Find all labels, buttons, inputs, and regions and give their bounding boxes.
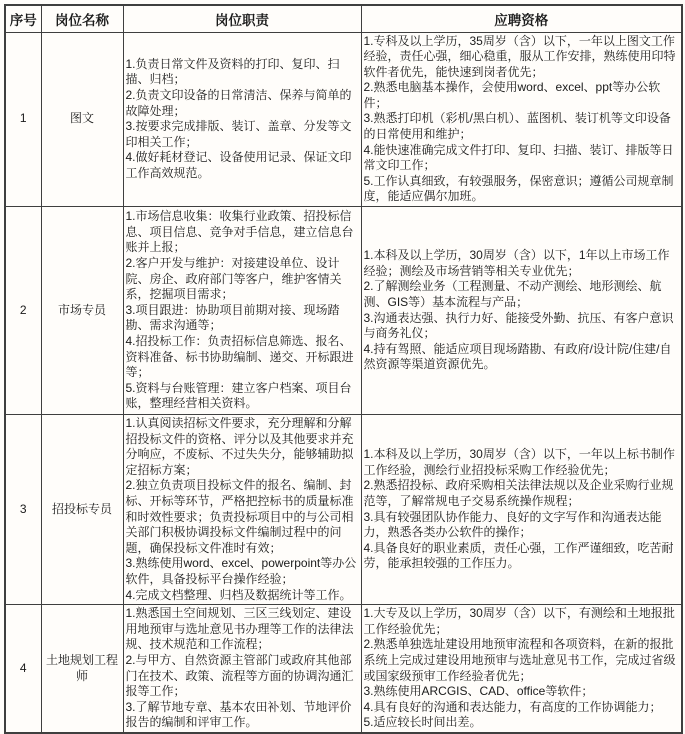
duty-line: 2.客户开发与维护：对接建设单位、设计院、房企、政府部门等客户，维护客情关系，挖掘项目需求； <box>125 255 342 302</box>
row-serial-number: 3 <box>5 415 41 605</box>
qualification-line: 3.具有较强团队协作能力、良好的文字写作和沟通表达能力，熟悉各类办公软件的操作； <box>363 509 662 540</box>
duty-line: 3.了解节地专章、基本农田补划、节地评价报告的编制和评审工作。 <box>125 699 352 730</box>
duty-line: 2.负责文印设备的日常清洁、保养与简单的故障处理； <box>125 88 352 118</box>
qualification-line: 4.能快速准确完成文件打印、复印、扫描、装订、排版等日常文印工作； <box>363 142 674 173</box>
job-duties-cell <box>123 207 361 415</box>
table-row <box>5 207 682 415</box>
qualification-line: 1.本科及以上学历，30周岁（含）以下，一年以上标书制作工作经验，测绘行业招投标采购工作经验优先； <box>363 447 675 477</box>
duty-line: 4.做好耗材登记、设备使用记录、保证文印工作高效规范。 <box>125 150 352 181</box>
duty-line: 4.完成文档整理、归档及数据统计等工作。 <box>125 587 352 602</box>
header-qualifications: 应聘资格 <box>361 5 682 32</box>
position-name: 土地规划工程师 <box>41 605 123 733</box>
qualification-line: 1.专科及以上学历，35周岁（含）以下，一年以上图文工作经验，责任心强，细心稳重，服从工作安排，熟练使用印特软件者优先，能快速到岗者优先； <box>363 33 676 79</box>
qualification-line: 2.熟悉单独选址建设用地预审流程和各项资料，在新的报批系统上完成过建设用地预审与选址意见书工作，完成过省级或国家级预审工作经验者优先； <box>363 637 676 683</box>
header-position-name: 岗位名称 <box>41 5 123 32</box>
job-duties-cell <box>123 32 361 207</box>
table-body <box>5 32 682 733</box>
duty-line: 3.项目跟进：协助项目前期对接、现场踏勘、需求沟通等； <box>125 302 340 333</box>
job-duties-cell <box>123 415 361 605</box>
duty-line: 3.按要求完成排版、装订、盖章、分发等文印相关工作； <box>125 119 352 149</box>
row-serial-number: 2 <box>5 207 41 415</box>
qualification-line: 2.了解测绘业务（工程测量、不动产测绘、地形测绘、航测、GIS等）基本流程与产品； <box>363 279 662 309</box>
qualifications-cell <box>361 32 682 207</box>
qualification-line: 5.适应较长时间出差。 <box>363 715 482 730</box>
qualifications-cell <box>361 207 682 415</box>
qualification-line: 1.本科及以上学历，30周岁（含）以下，1年以上市场工作经验；测绘及市场营销等相关专业优先； <box>363 248 670 278</box>
duty-line: 1.负责日常文件及资料的打印、复印、扫描、归档； <box>125 56 340 87</box>
duty-line: 2.独立负责项目投标文件的报名、编制、封标、开标等环节，严格把控标书的质量标准和时效性要求；负责投标项目中的与公司相关部门积极协调投标文件编制过程中的问题，确保投标文件准时有效； <box>125 478 354 555</box>
qualification-line: 3.熟练使用ARCGIS、CAD、office等软件； <box>363 684 594 699</box>
qualification-line: 1.大专及以上学历，30周岁（含）以下，有测绘和土地报批工作经验优先； <box>363 606 675 636</box>
qualification-line: 4.具有良好的沟通和表达能力，有高度的工作协调能力； <box>363 699 662 714</box>
position-name: 招投标专员 <box>41 415 123 605</box>
qualifications-cell <box>361 415 682 605</box>
row-serial-number: 4 <box>5 605 41 733</box>
duty-line: 1.认真阅读招标文件要求，充分理解和分解招投标文件的资格、评分以及其他要求并充分响应，不废标、不过失失分，能够辅助拟定招标方案； <box>125 416 354 477</box>
duty-line: 5.资料与台账管理：建立客户档案、项目台账，整理经营相关资料。 <box>125 380 352 411</box>
qualification-line: 4.具备良好的职业素质，责任心强，工作严谨细致，吃苦耐劳，能承担较强的工作压力。 <box>363 540 674 571</box>
qualification-line: 3.熟悉打印机（彩机/黑白机）、蓝图机、装订机等文印设备的日常使用和维护； <box>363 111 671 142</box>
duty-line: 4.招投标工作：负责招标信息筛选、报名、资料准备、标书协助编制、递交、开标跟进等； <box>125 333 354 380</box>
position-name: 市场专员 <box>41 207 123 415</box>
table-header-row <box>5 5 682 32</box>
qualification-line: 3.沟通表达强、执行力好、能接受外勤、抗压、有客户意识与商务礼仪； <box>363 310 674 341</box>
duty-line: 2.与甲方、自然资源主管部门或政府其他部门在技术、政策、流程等方面的协调沟通汇报等工作； <box>125 652 354 699</box>
row-serial-number: 1 <box>5 32 41 207</box>
duty-line: 3.熟练使用word、excel、powerpoint等办公软件，具备投标平台操作经验； <box>125 556 357 586</box>
job-duties-cell <box>123 605 361 733</box>
duty-line: 1.熟悉国土空间规划、三区三线划定、建设用地预审与选址意见书办理等工作的法律法规、技术规范和工作流程； <box>125 606 354 652</box>
header-serial-number: 序号 <box>5 5 41 32</box>
position-name: 图文 <box>41 32 123 207</box>
duty-line: 1.市场信息收集：收集行业政策、招投标信息、项目信息、竞争对手信息，建立信息台账并上报； <box>125 209 354 255</box>
header-job-duties: 岗位职责 <box>123 5 361 32</box>
qualification-line: 4.持有驾照、能适应项目现场踏勘、有政府/设计院/住建/自然资源等渠道资源优先。 <box>363 341 672 372</box>
table-row <box>5 32 682 207</box>
qualification-line: 5.工作认真细致，有较强服务，保密意识；遵循公司规章制度，能适应偶尔加班。 <box>363 173 674 204</box>
qualification-line: 2.熟悉电脑基本操作，会使用word、excel、ppt等办公软件； <box>363 80 661 110</box>
qualification-line: 2.熟悉招投标、政府采购相关法律法规以及企业采购行业规范等，了解常规电子交易系统操作规程； <box>363 478 674 508</box>
table-row <box>5 605 682 733</box>
qualifications-cell <box>361 605 682 733</box>
table-row <box>5 415 682 605</box>
job-positions-table <box>4 4 683 734</box>
